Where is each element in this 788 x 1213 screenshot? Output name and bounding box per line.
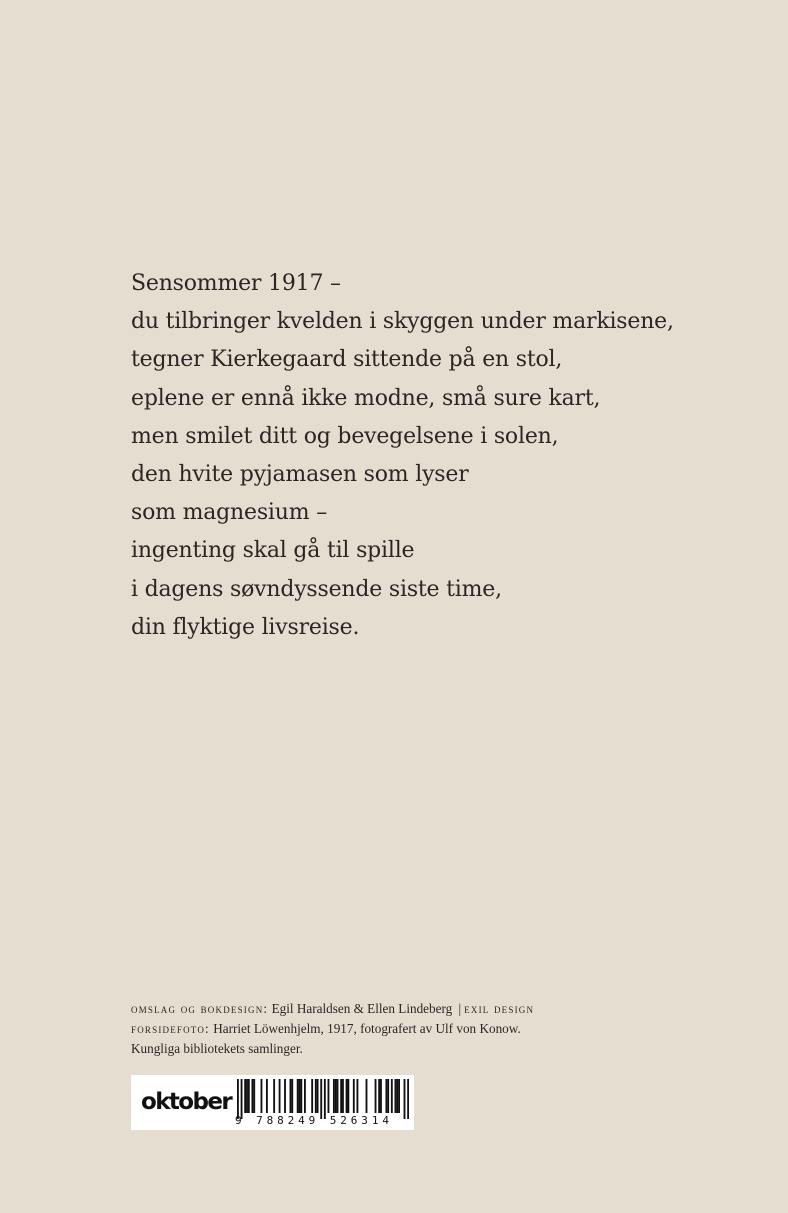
design-credit-value: Egil Haraldsen & Ellen Lindeberg xyxy=(271,1001,453,1016)
isbn-digit-group: 788249 xyxy=(256,1114,320,1127)
barcode-bar xyxy=(387,1079,389,1113)
design-credit-line xyxy=(131,999,651,1019)
barcode-bar xyxy=(253,1079,255,1113)
barcode-bar xyxy=(261,1079,263,1113)
barcode-bar xyxy=(279,1079,281,1113)
barcode-bar xyxy=(404,1079,406,1119)
barcode-bar xyxy=(356,1079,358,1113)
barcode-bar xyxy=(366,1079,368,1113)
barcode-bar xyxy=(291,1079,293,1113)
design-credit-label: omslag og bokdesign: xyxy=(131,1001,269,1016)
photo-credit-line xyxy=(131,1019,651,1039)
isbn-digits xyxy=(235,1114,411,1127)
barcode-bar xyxy=(380,1079,382,1113)
barcode-bar xyxy=(304,1079,306,1113)
barcode-bar xyxy=(407,1079,409,1119)
colophon-credits xyxy=(131,999,651,1059)
barcode-bar xyxy=(311,1079,313,1113)
poem-line: som magnesium – xyxy=(131,500,327,526)
poem-line: din flyktige livsreise. xyxy=(131,614,360,640)
barcode-bar xyxy=(297,1079,299,1113)
barcode-bar xyxy=(340,1079,342,1113)
publisher-logo: oktober xyxy=(141,1089,232,1115)
barcode-bar xyxy=(300,1079,302,1113)
photo-credit-value: Harriet Löwenhjelm, 1917, fotografert av Ulf von Konow. xyxy=(213,1021,521,1036)
photo-credit-label: forsidefoto: xyxy=(131,1021,210,1036)
poem-line: i dagens søvndyssende siste time, xyxy=(131,576,502,602)
publisher-barcode-panel xyxy=(131,1075,414,1130)
barcode-bar xyxy=(347,1079,349,1113)
barcode-bar xyxy=(284,1079,286,1113)
barcode-bar xyxy=(273,1079,275,1113)
poem xyxy=(131,265,731,647)
barcode-bar xyxy=(317,1079,319,1113)
barcode-bar xyxy=(353,1079,355,1113)
isbn-barcode xyxy=(237,1079,409,1119)
barcode-bar xyxy=(378,1079,380,1113)
poem-line: eplene er ennå ikke modne, små sure kart, xyxy=(131,385,601,411)
credit-separator: | xyxy=(458,1001,462,1016)
poem-line: du tilbringer kvelden i skyggen under markisene, xyxy=(131,309,674,335)
barcode-bar xyxy=(315,1079,317,1113)
isbn-digit-group: 526314 xyxy=(329,1114,393,1127)
barcode-bar xyxy=(391,1079,393,1113)
barcode-bar xyxy=(342,1079,344,1113)
poem-line: tegner Kierkegaard sittende på en stol, xyxy=(131,347,563,373)
barcode-bar xyxy=(375,1079,377,1113)
barcode-bar xyxy=(395,1079,397,1113)
poem-line: Sensommer 1917 – xyxy=(131,271,341,296)
barcode-bar xyxy=(290,1079,292,1113)
barcode-bar xyxy=(398,1079,400,1113)
barcode-bar xyxy=(241,1079,243,1119)
barcode-bar xyxy=(320,1079,322,1119)
barcode-bar xyxy=(335,1079,337,1113)
barcode-bar xyxy=(396,1079,398,1113)
barcode-bar xyxy=(248,1079,250,1113)
photo-collection-credit: Kungliga bibliotekets samlinger. xyxy=(131,1041,303,1056)
poem-line: men smilet ditt og bevegelsene i solen, xyxy=(131,423,559,449)
barcode-bar xyxy=(385,1079,387,1113)
barcode-bar xyxy=(324,1079,326,1119)
barcode-bar xyxy=(337,1079,339,1113)
barcode-bar xyxy=(244,1079,246,1113)
barcode-bar xyxy=(246,1079,248,1113)
barcode-bar xyxy=(266,1079,268,1113)
poem-line: den hvite pyjamasen som lyser xyxy=(131,462,469,488)
barcode-bar xyxy=(237,1079,239,1119)
isbn-digit-group: 9 xyxy=(235,1114,246,1127)
barcode-bar xyxy=(299,1079,301,1113)
barcode-bar xyxy=(333,1079,335,1113)
poem-line: ingenting skal gå til spille xyxy=(131,538,415,564)
design-studio: exil design xyxy=(464,1001,535,1016)
barcode-bar xyxy=(346,1079,348,1113)
barcode-bar xyxy=(328,1079,330,1113)
barcode-bar xyxy=(251,1079,253,1113)
